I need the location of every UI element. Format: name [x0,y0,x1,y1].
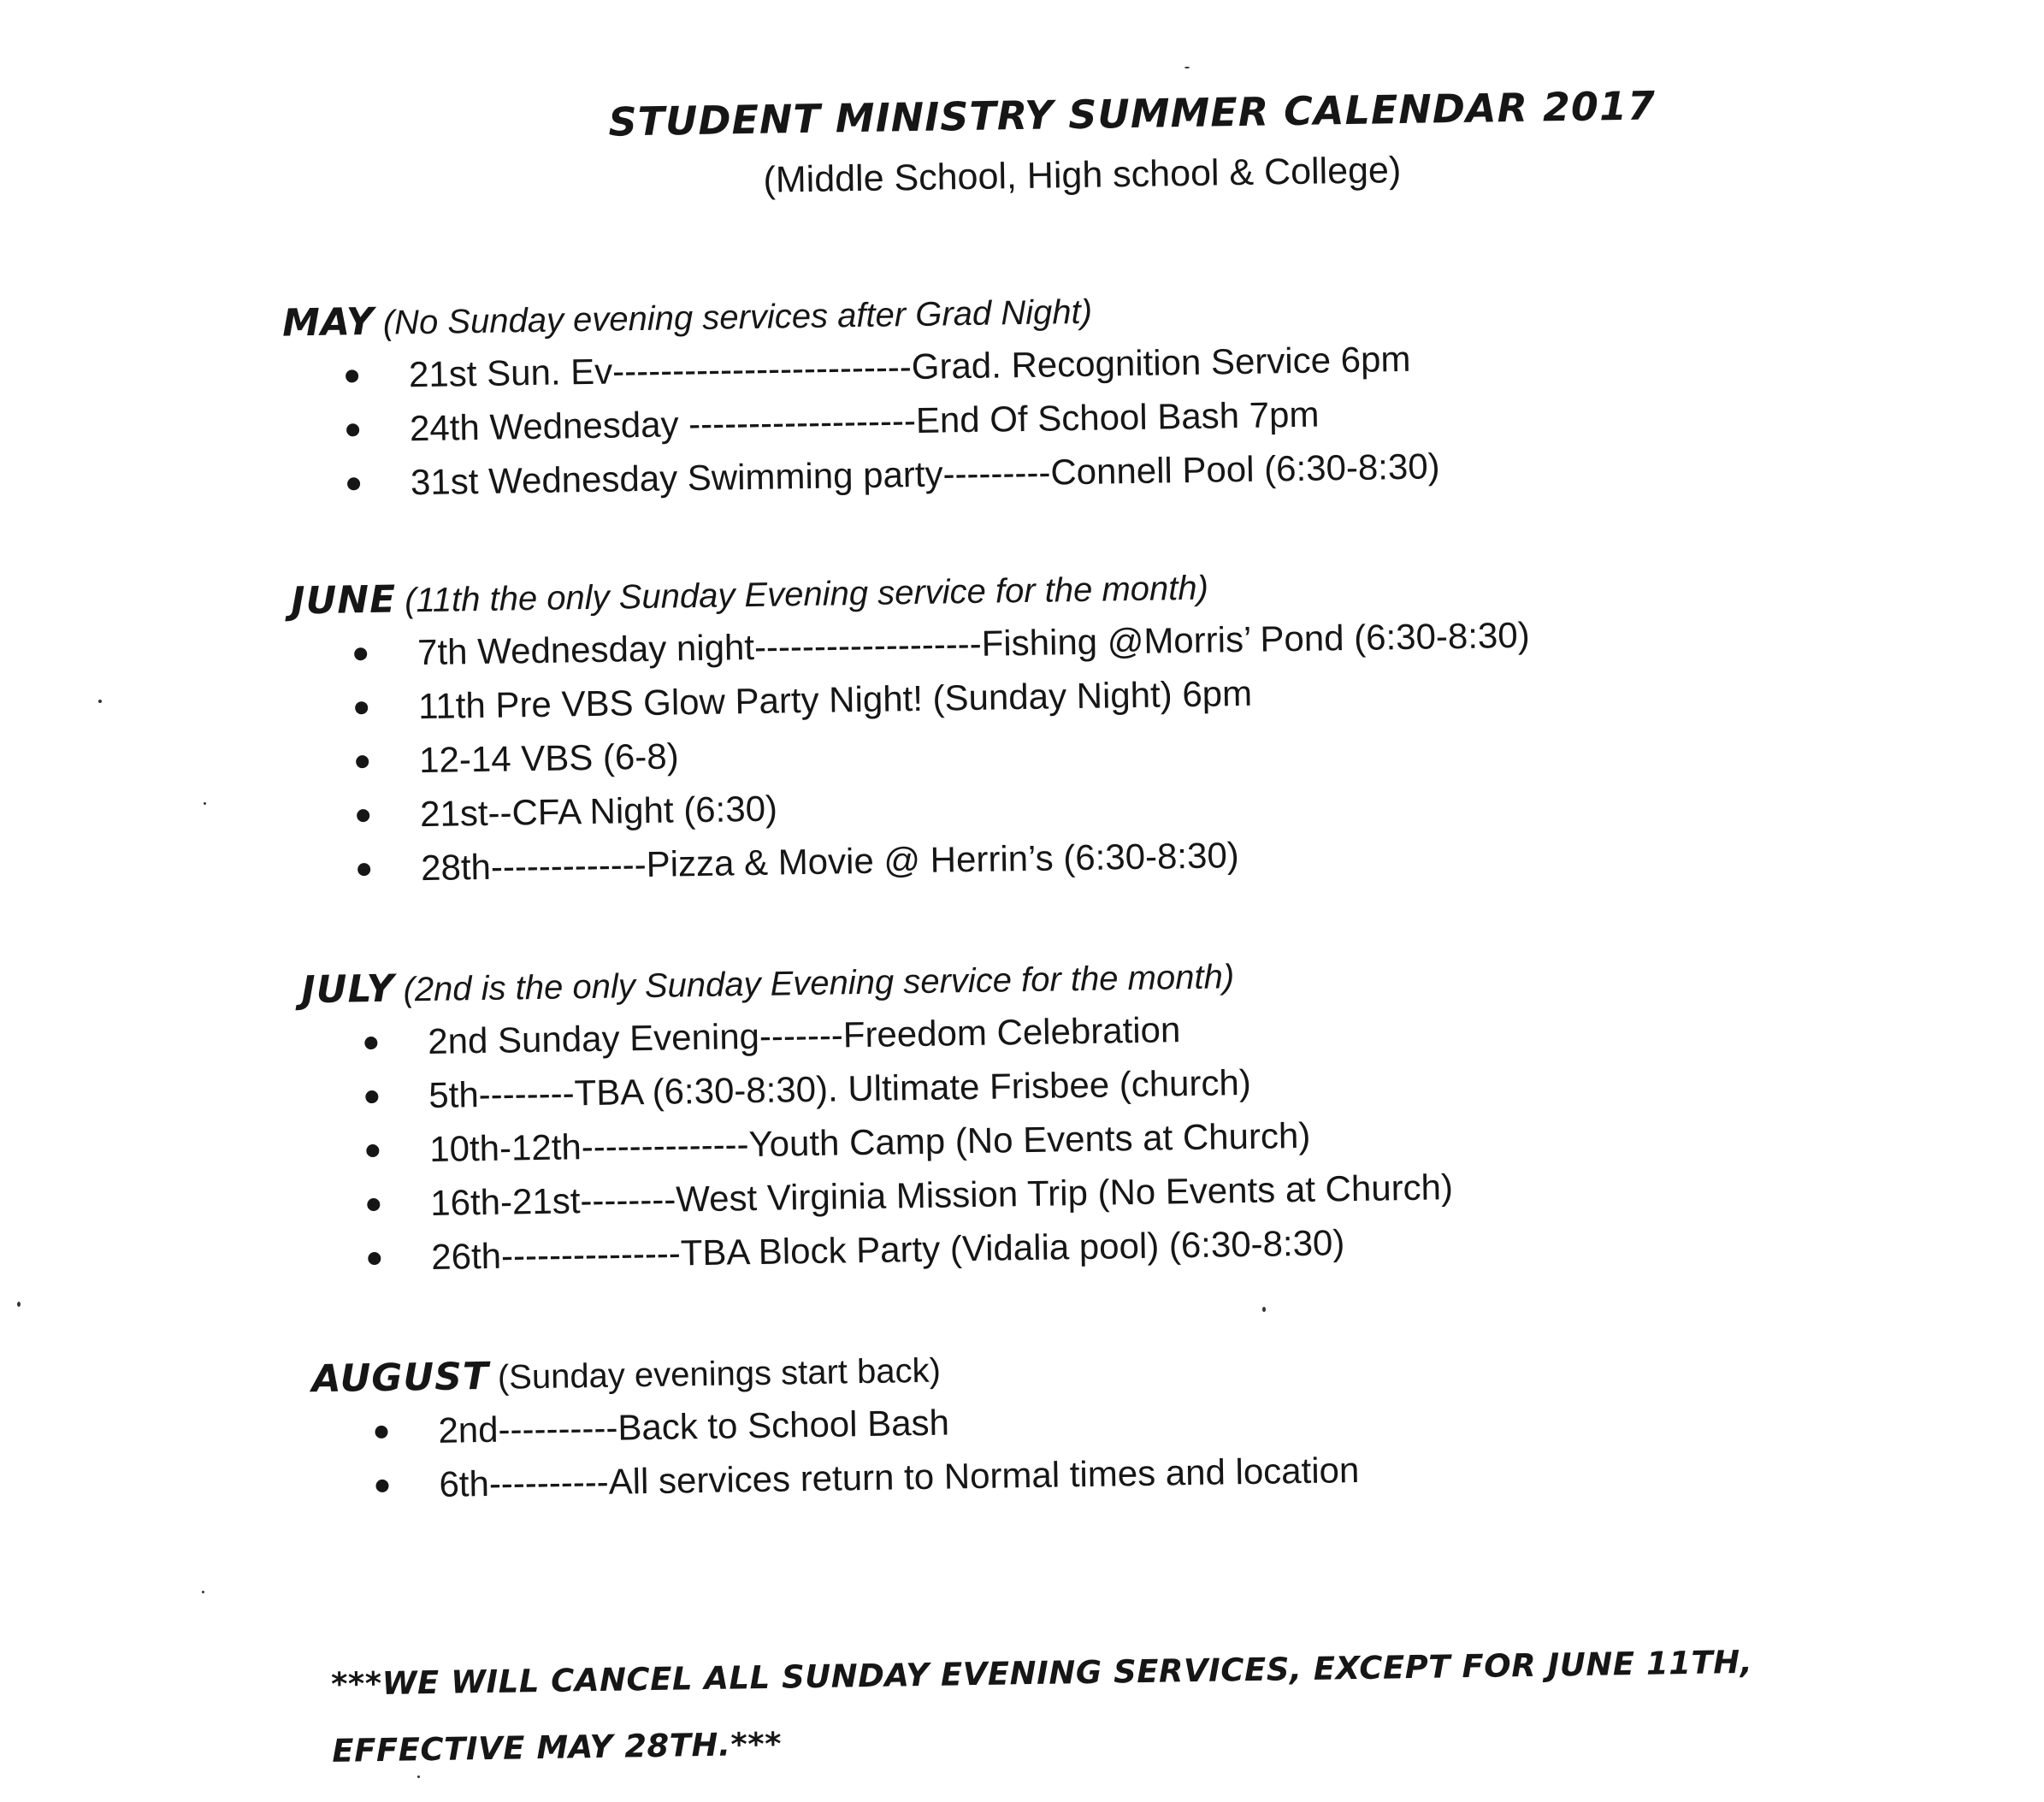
scan-speck [98,700,102,703]
scan-speck [1184,67,1190,68]
bullet-icon [357,809,369,822]
event-text: 11th Pre VBS Glow Party Night! (Sunday Night) 6pm [417,672,1253,727]
month-note: (Sunday evenings start back) [497,1351,942,1397]
section-august [311,1331,1768,1513]
event-text: 7th Wednesday night-------------------Fishing @Morris’ Pond (6:30-8:30) [416,614,1530,673]
bullet-icon [375,1426,387,1439]
bullet-icon [366,1144,379,1157]
bullet-icon [346,423,359,436]
bullet-icon [354,647,367,660]
bullet-icon [364,1037,377,1049]
month-heading: JULY [300,966,395,1013]
bullet-icon [368,1252,381,1265]
scan-speck [417,1775,420,1778]
month-heading: JUNE [290,577,397,623]
bullet-icon [347,477,360,490]
event-list [302,994,1760,1286]
bullet-icon [356,755,369,768]
scan-speck [17,1302,21,1307]
scan-speck [204,802,206,805]
event-text: 24th Wednesday -------------------End Of School Bash 7pm [409,393,1320,449]
footer-note: ***WE WILL CANCEL ALL SUNDAY EVENING SERVICES, EXCEPT FOR JUNE 11TH, EFFECTIVE MAY 28TH.*** [330,1643,1753,1770]
page-title: STUDENT MINISTRY SUMMER CALENDAR 2017 [608,82,1657,145]
section-july [301,942,1760,1286]
bullet-icon [375,1480,388,1492]
event-text: 2nd----------Back to School Bash [438,1402,950,1450]
bullet-icon [365,1090,378,1103]
event-text: 21st Sun. Ev-------------------------Grad. Recognition Service 6pm [408,338,1411,395]
month-note: (11th the only Sunday Evening service for the month) [404,569,1209,620]
bullet-icon [367,1198,380,1211]
event-text: 28th-------------Pizza & Movie @ Herrin’s (6:30-8:30) [420,835,1240,889]
bullet-icon [355,701,368,714]
section-may [282,275,1740,511]
section-june [291,553,1750,897]
event-text: 21st--CFA Night (6:30) [419,788,778,835]
event-text: 12-14 VBS (6-8) [418,736,679,781]
scan-speck [202,1591,204,1593]
event-text: 16th-21st--------West Virginia Mission Trip (No Events at Church) [429,1167,1454,1223]
month-heading: AUGUST [311,1354,490,1402]
event-text: 10th-12th--------------Youth Camp (No Events at Church) [428,1114,1311,1169]
month-heading: MAY [281,299,375,346]
event-text: 2nd Sunday Evening-------Freedom Celebration [427,1009,1181,1062]
event-list [312,1382,1768,1513]
bullet-icon [357,863,370,876]
event-text: 5th--------TBA (6:30-8:30). Ultimate Frisbee (church) [428,1061,1252,1116]
bullet-icon [346,369,358,382]
month-note: (2nd is the only Sunday Evening service for the month) [403,958,1235,1009]
scan-speck [1262,1307,1266,1312]
page-subtitle: (Middle School, High school & College) [763,150,1402,201]
event-list [292,605,1750,897]
month-note: (No Sunday evening services after Grad Night) [382,292,1093,342]
event-list [283,327,1740,511]
event-text: 31st Wednesday Swimming party---------Connell Pool (6:30-8:30) [410,446,1440,503]
event-text: 26th---------------TBA Block Party (Vidalia pool) (6:30-8:30) [430,1222,1345,1277]
event-text: 6th----------All services return to Normal times and location [439,1449,1360,1504]
